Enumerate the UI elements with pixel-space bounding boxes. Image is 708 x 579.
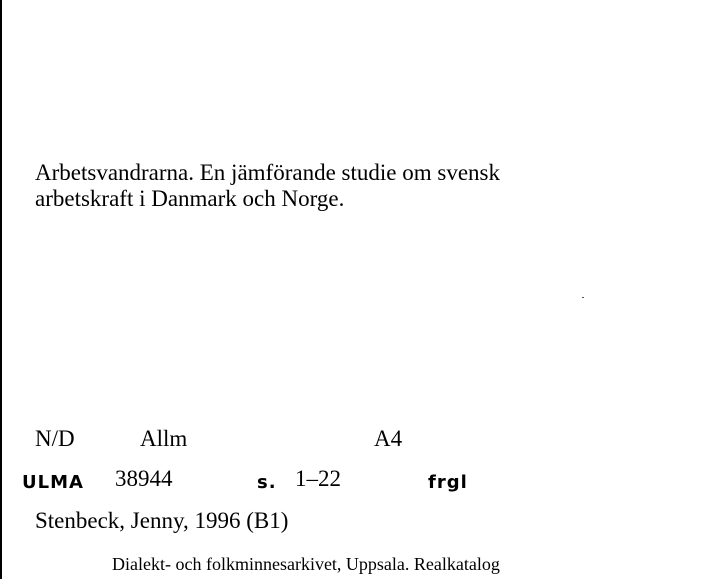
scan-speck <box>582 297 584 298</box>
collection-code: ULMA <box>22 472 84 493</box>
author-line: Stenbeck, Jenny, 1996 (B1) <box>35 508 289 533</box>
record-title-line-1: Arbetsvandrarna. En jämförande studie om svensk <box>35 160 500 185</box>
archive-footer: Dialekt- och folkminnesarkivet, Uppsala. Realkatalog <box>112 554 500 574</box>
record-title <box>35 160 675 212</box>
category-code: Allm <box>140 426 188 451</box>
record-title-line-2: arbetskraft i Danmark och Norge. <box>35 186 345 211</box>
record-number: 38944 <box>115 466 173 491</box>
record-type: frgl <box>428 472 468 493</box>
format-code: A4 <box>374 426 403 451</box>
pages-label: s. <box>257 472 277 493</box>
page-range: 1–22 <box>295 466 341 491</box>
region-code: N/D <box>35 426 75 451</box>
